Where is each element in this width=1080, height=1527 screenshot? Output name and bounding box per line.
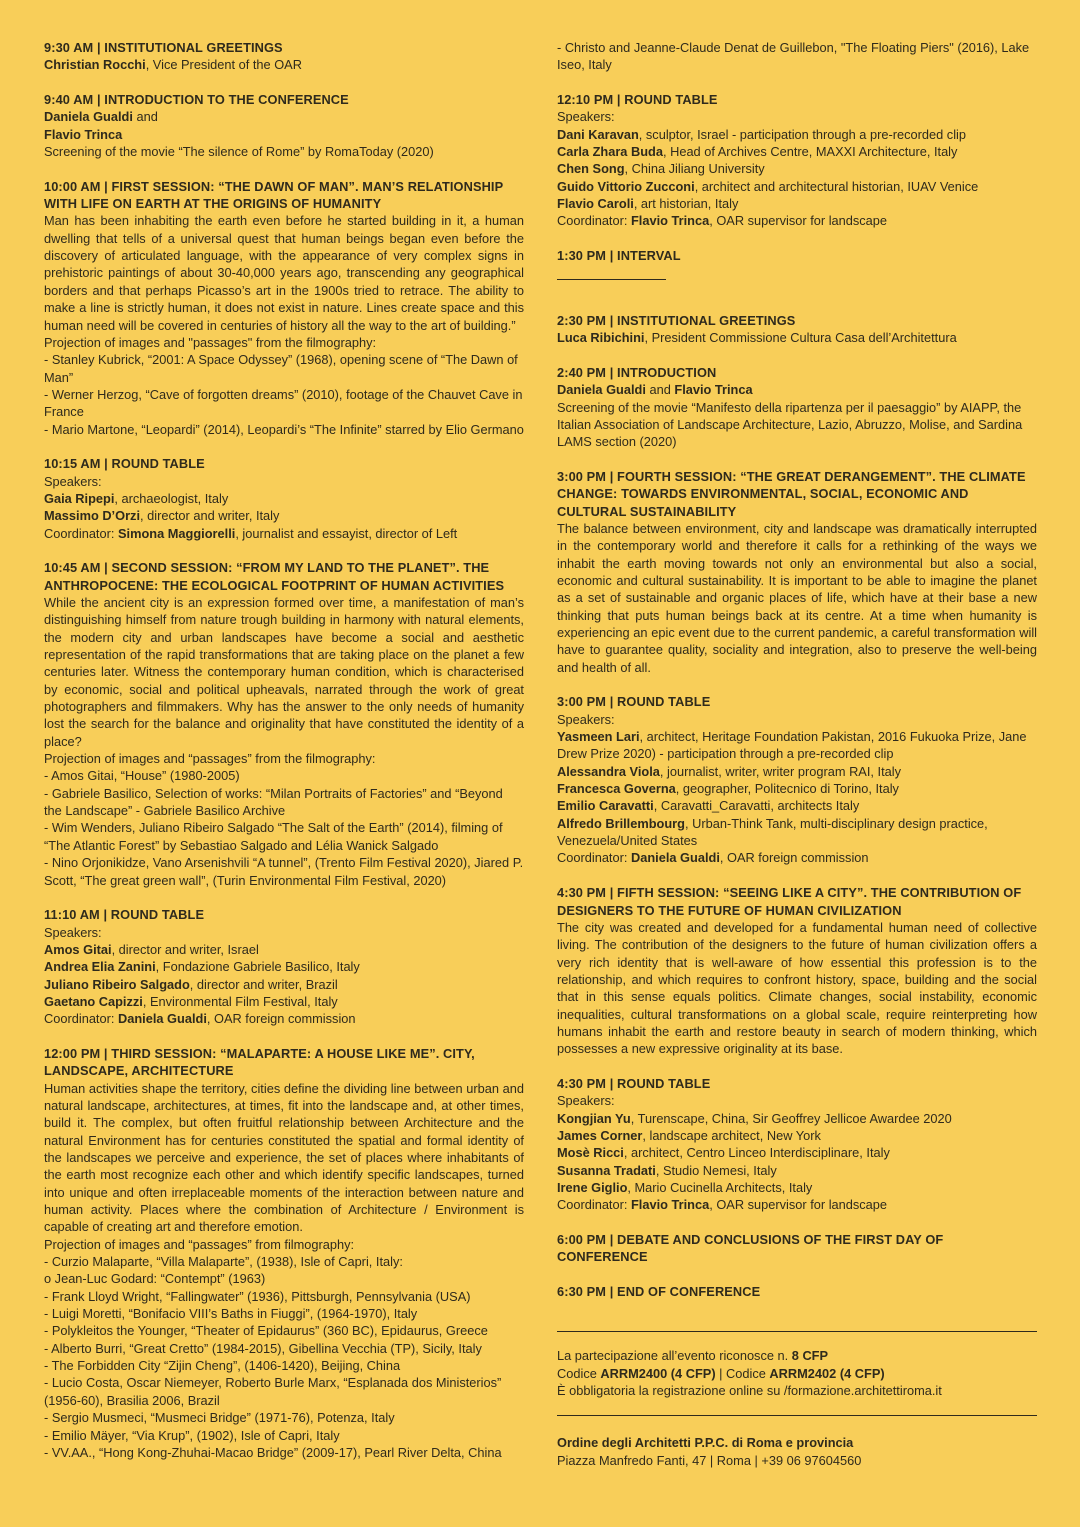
program-line (557, 780, 1037, 797)
line-text: , Head of Archives Centre, MAXXI Architecture, Italy (662, 144, 958, 160)
coordinator-name: Flavio Trinca (630, 213, 710, 229)
line-text: , Fondazione Gabriele Basilico, Italy (155, 959, 360, 975)
line-text: o Jean-Luc Godard: “Contempt” (1963) (44, 1271, 266, 1287)
speaker-name: Luca Ribichini (557, 330, 645, 346)
program-line (44, 854, 524, 889)
session-heading: 4:30 PM | FIFTH SESSION: “SEEING LIKE A CITY”. THE CONTRIBUTION OF DESIGNERS TO THE FUTURE OF HUMAN CIVILIZATION (557, 885, 1022, 918)
program-line (557, 195, 1037, 212)
line-text: , Caravatti_Caravatti, architects Italy (653, 798, 860, 814)
program-line (557, 108, 1037, 125)
session-heading: 2:40 PM | INTRODUCTION (557, 364, 717, 380)
speaker-name: Irene Giglio (557, 1180, 628, 1195)
organizer-name: Ordine degli Architetti P.P.C. di Roma e provincia (557, 1435, 854, 1451)
coordinator-name: Flavio Trinca (674, 382, 753, 398)
session-heading: 11:10 AM | ROUND TABLE (44, 907, 205, 923)
session-heading: 10:15 AM | ROUND TABLE (44, 456, 205, 472)
line-text: , OAR foreign commission (719, 850, 869, 866)
program-line (44, 56, 524, 73)
program-line (44, 1427, 524, 1444)
program-line (44, 993, 524, 1010)
program-line (44, 819, 524, 854)
line-text: , journalist and essayist, director of Left (235, 525, 458, 541)
program-block (557, 468, 1037, 676)
speaker-name: Mosè Ricci (557, 1145, 624, 1161)
program-line (44, 976, 524, 993)
session-heading: 1:30 PM | INTERVAL (557, 248, 681, 264)
cfp-text: La partecipazione all’evento riconosce n. (557, 1348, 792, 1364)
program-line (44, 525, 524, 542)
filmography-item: - Christo and Jeanne-Claude Denat de Guillebon, "The Floating Piers" (2016), Lake Iseo, Italy (557, 40, 1030, 73)
program-line (44, 108, 524, 125)
line-text: - Emilio Mäyer, “Via Krup”, (1902), Isle of Capri, Italy (44, 1427, 340, 1443)
program-block (557, 693, 1037, 866)
program-block (557, 1283, 1037, 1300)
program-line (44, 126, 524, 143)
session-heading: 9:40 AM | INTRODUCTION TO THE CONFERENCE (44, 92, 349, 108)
session-description: The city was created and developed for a fundamental human need of collective living. The contribution of the designers to the future of human civilization offers a very rich identity that is well-aware of how essential this profession is to the relationship, and which requires to confront history, space, building and the social that in this sense equals politics. Climate changes, social instability, economic inequalities, cultural transformations on a global scale, require reinterpreting how humans inhabit the earth and restore beauty in search of modern thinking, which possesses a new expressive originality at its base. (557, 919, 1037, 1057)
registration-note: È obbligatoria la registrazione online su /formazione.architettiroma.it (557, 1383, 942, 1399)
program-line (557, 797, 1037, 814)
line-text: Projection of images and “passages” from the filmography: (44, 751, 376, 767)
line-text: - Alberto Burri, “Great Cretto” (1984-2015), Gibellina Vecchia (TP), Sicily, Italy (44, 1340, 482, 1356)
line-text: Coordinator: (44, 525, 118, 541)
program-block (557, 364, 1037, 451)
session-description: Human activities shape the territory, cities define the dividing line between urban and natural landscape, architectures, at times, fit into the landscape and, at other times, build it. The complex, but often fruitful relationship between Architecture and the natural Environment has for centuries constituted the spatial and formal identity of the landscapes we perceive and experience, the set of places where inhabitants of the earth most recognize each other and which identify specific landscapes, turned into unique and often irreplaceable moments of the interaction between nature and human activity. Places where the combination of Architecture / Environment is capable of creating art and therefore emotion. (44, 1080, 524, 1235)
session-description: While the ancient city is an expression formed over time, a manifestation of man’s distinguishing himself from nature trough building in harmony with natural elements, the modern city and urban landscapes have become a social and aesthetic representation of the rapid transformations that are taking place on the planet a few centuries later. Witness the contemporary human condition, which is characterised by economic, social and political upheavals, narrated through the work of great photographers and filmmakers. Why has the answer to the only needs of humanity lost the search for the balance and originality that have constituted the identity of a place? (44, 595, 524, 749)
session-heading: 9:30 AM | INSTITUTIONAL GREETINGS (44, 40, 283, 55)
session-heading: 2:30 PM | INSTITUTIONAL GREETINGS (557, 312, 796, 328)
coordinator-name: Daniela Gualdi (117, 1011, 207, 1027)
line-text: , Turenscape, China, Sir Geoffrey Jellicoe Awardee 2020 (630, 1110, 952, 1126)
line-text: , President Commissione Cultura Casa dell’Architettura (644, 330, 957, 346)
line-text: Projection of images and "passages" from the filmography: (44, 334, 377, 350)
organizer (557, 1434, 1037, 1469)
coordinator-name: Daniela Gualdi (630, 850, 720, 866)
program-line (44, 958, 524, 975)
line-text: - Curzio Malaparte, “Villa Malaparte”, (1938), Isle of Capri, Italy: (44, 1254, 403, 1270)
code-1: ARRM2400 (4 CFP) (600, 1365, 716, 1381)
session-heading: 3:00 PM | ROUND TABLE (557, 694, 711, 710)
left-column (44, 39, 524, 1479)
program-line (557, 728, 1037, 763)
line-text: Screening of the movie “Manifesto della ripartenza per il paesaggio” by AIAPP, the Italian Association of Landscape Architecture, Lazio, Abruzzo, Molise, and Sardina LAMS section (2020) (557, 399, 1023, 450)
line-text: and (645, 382, 675, 398)
speaker-name: Amos Gitai (44, 941, 112, 957)
program-line (557, 1196, 1037, 1213)
program-block (44, 559, 524, 889)
line-text: - Luigi Moretti, “Bonifacio VIII’s Baths in Fiuggi”, (1964-1970), Italy (44, 1306, 418, 1322)
right-top-list (557, 39, 1037, 74)
interval-divider (557, 279, 666, 280)
line-text: , director and writer, Brazil (189, 976, 338, 992)
line-text: Screening of the movie “The silence of Rome” by RomaToday (2020) (44, 144, 434, 160)
program-line (44, 1305, 524, 1322)
footer-divider-bottom (557, 1415, 1037, 1416)
line-text: and (132, 109, 158, 125)
program-line (557, 1092, 1037, 1109)
footer-credits (557, 1347, 1037, 1399)
program-line (44, 507, 524, 524)
program-block (44, 1045, 524, 1461)
speaker-name: Dani Karavan (557, 126, 639, 142)
line-text: Coordinator: (557, 213, 631, 229)
program-line (557, 178, 1037, 195)
speaker-name: James Corner (557, 1127, 643, 1143)
line-text: Speakers: (44, 473, 102, 489)
line-text: - Nino Orjonikidze, Vano Arsenishvili “A tunnel”, (Trento Film Festival 2020), Jiared P. Scott, “The great green wall”, (Turin Environmental Film Festival, 2020) (44, 855, 524, 888)
session-heading: 6:00 PM | DEBATE AND CONCLUSIONS OF THE FIRST DAY OF CONFERENCE (557, 1232, 944, 1265)
program-line (44, 1236, 524, 1253)
line-text: , geographer, Politecnico di Torino, Italy (675, 781, 899, 797)
line-text: Speakers: (44, 924, 102, 940)
line-text: , OAR supervisor for landscape (709, 1197, 888, 1213)
program-line (44, 1288, 524, 1305)
program-block (557, 312, 1037, 347)
program-block (44, 178, 524, 438)
code-2: ARRM2402 (4 CFP) (769, 1365, 885, 1381)
coordinator-name: Flavio Trinca (630, 1197, 710, 1213)
speaker-name: Kongjian Yu (557, 1110, 631, 1126)
program-line (44, 334, 524, 351)
footer-divider-top (557, 1331, 1037, 1332)
line-text: , Environmental Film Festival, Italy (142, 993, 338, 1009)
speaker-name: Guido Vittorio Zucconi (557, 178, 695, 194)
program-line (557, 381, 1037, 398)
line-text: - Mario Martone, “Leopardi” (2014), Leopardi’s “The Infinite” starred by Elio Germano (44, 421, 524, 437)
line-text: , director and writer, Italy (140, 508, 280, 524)
session-description: The balance between environment, city and landscape was dramatically interrupted in the contemporary world and therefore it calls for a rethinking of the ways we inhabit the earth moving towards not only an environmental but also a social, economic and cultural sustainability. It is important to be able to imagine the planet as a set of sustainable and organic places of life, which have at their base a new thinking that puts human beings back at its centre. At a time when humanity is experiencing an epic event due to the current pandemic, a careful transformation will have to guarantee quality, sociality and integration, also to preserve the well-being and health of all. (557, 520, 1037, 675)
speaker-name: Andrea Elia Zanini (44, 959, 156, 975)
program-line (557, 1127, 1037, 1144)
program-line (557, 815, 1037, 850)
line-text: Coordinator: (557, 1197, 631, 1213)
line-text: Projection of images and “passages” from filmography: (44, 1236, 355, 1252)
line-text: , sculptor, Israel - participation through a pre-recorded clip (638, 126, 966, 142)
session-heading: 12:00 PM | THIRD SESSION: “MALAPARTE: A HOUSE LIKE ME”. CITY, LANDSCAPE, ARCHITECTURE (44, 1045, 475, 1079)
line-text: Coordinator: (557, 850, 631, 866)
program-line (44, 421, 524, 438)
program-line (44, 750, 524, 767)
program-block (557, 1075, 1037, 1214)
line-text: , architect, Heritage Foundation Pakistan, 2016 Fukuoka Prize, Jane Drew Prize 2020) - participation through a pre-recorded clip (557, 729, 1027, 762)
program-line (44, 1374, 524, 1409)
line-text: Speakers: (557, 711, 615, 727)
line-text: - VV.AA., “Hong Kong-Zhuhai-Macao Bridge” (2009-17), Pearl River Delta, China (44, 1444, 502, 1460)
program-line (44, 1270, 524, 1287)
speaker-name: Francesca Governa (557, 781, 676, 797)
speaker-name: Christian Rocchi (44, 57, 146, 73)
session-heading: 10:45 AM | SECOND SESSION: “FROM MY LAND TO THE PLANET”. THE ANTHROPOCENE: THE ECOLOGICAL FOOTPRINT OF HUMAN ACTIVITIES (44, 560, 505, 593)
program-block (44, 91, 524, 160)
program-line (44, 1409, 524, 1426)
speaker-name: Juliano Ribeiro Salgado (44, 976, 190, 992)
program-line (557, 329, 1037, 346)
speaker-name: Gaetano Capizzi (44, 993, 143, 1009)
speaker-name: Yasmeen Lari (557, 729, 640, 745)
program-line (557, 1110, 1037, 1127)
line-text: - Gabriele Basilico, Selection of works: “Milan Portraits of Factories” and “Beyond the Landscape” - Gabriele Basilico Archive (44, 785, 503, 819)
speaker-name: Daniela Gualdi (44, 109, 133, 125)
program-line (44, 473, 524, 490)
line-text: Coordinator: (44, 1011, 118, 1027)
line-text: - Wim Wenders, Juliano Ribeiro Salgado “The Salt of the Earth” (2014), filming of “The Atlantic Forest” by Sebastiao Salgado and Lélia Wanick Salgado (44, 820, 503, 853)
line-text: - Lucio Costa, Oscar Niemeyer, Roberto Burle Marx, “Esplanada dos Ministerios” (1956-60), Brasilia 2006, Brazil (44, 1375, 502, 1408)
line-text: - Amos Gitai, “House” (1980-2005) (44, 768, 240, 784)
program-line (44, 1010, 524, 1027)
program-line (44, 924, 524, 941)
program-line (44, 351, 524, 386)
session-heading: 10:00 AM | FIRST SESSION: “THE DAWN OF MAN”. MAN’S RELATIONSHIP WITH LIFE ON EARTH AT THE ORIGINS OF HUMANITY (44, 178, 503, 212)
speaker-name: Alfredo Brillembourg (557, 815, 685, 831)
line-text: , Vice President of the OAR (145, 57, 302, 73)
program-line (557, 126, 1037, 143)
program-line (44, 1357, 524, 1374)
program-line (44, 941, 524, 958)
program-line (557, 763, 1037, 780)
program-block (557, 1231, 1037, 1266)
program-block (557, 91, 1037, 230)
program-block (44, 906, 524, 1027)
session-heading: 4:30 PM | ROUND TABLE (557, 1075, 711, 1091)
program-line (44, 1444, 524, 1461)
line-text: , Urban-Think Tank, multi-disciplinary design practice, Venezuela/United States (557, 815, 988, 849)
program-line (557, 1144, 1037, 1161)
organizer-address: Piazza Manfredo Fanti, 47 | Roma | +39 06 97604560 (557, 1452, 862, 1468)
program-line (557, 1179, 1037, 1196)
speaker-name: Gaia Ripepi (44, 490, 115, 506)
program-line (557, 143, 1037, 160)
line-text: , Studio Nemesi, Italy (655, 1162, 777, 1178)
speaker-name: Flavio Caroli (557, 196, 634, 212)
line-text: - Polykleitos the Younger, “Theater of Epidaurus” (360 BC), Epidaurus, Greece (44, 1323, 488, 1339)
speaker-name: Massimo D’Orzi (44, 508, 141, 524)
program-line (44, 767, 524, 784)
right-column (557, 39, 1037, 1469)
speaker-name: Flavio Trinca (44, 126, 123, 142)
program-line (44, 490, 524, 507)
coordinator-name: Simona Maggiorelli (117, 525, 236, 541)
program-line (44, 1253, 524, 1270)
line-text: , director and writer, Israel (111, 941, 259, 957)
line-text: - Frank Lloyd Wright, “Fallingwater” (1936), Pittsburgh, Pennsylvania (USA) (44, 1288, 471, 1304)
line-text: , China Jiliang University (624, 161, 765, 177)
program-block (557, 884, 1037, 1057)
line-text: , OAR supervisor for landscape (709, 213, 888, 229)
speaker-name: Alessandra Viola (557, 763, 660, 779)
line-text: - Sergio Musmeci, “Musmeci Bridge” (1971-76), Potenza, Italy (44, 1410, 395, 1426)
program-line (44, 143, 524, 160)
line-text: , Mario Cucinella Architects, Italy (627, 1180, 813, 1195)
codes-label: Codice (557, 1365, 601, 1381)
speaker-name: Emilio Caravatti (557, 798, 654, 814)
session-heading: 6:30 PM | END OF CONFERENCE (557, 1284, 761, 1300)
speaker-name: Carla Zhara Buda (557, 144, 663, 160)
session-heading: 12:10 PM | ROUND TABLE (557, 92, 718, 108)
program-line (44, 1322, 524, 1339)
program-line (557, 711, 1037, 728)
speaker-name: Susanna Tradati (557, 1162, 656, 1178)
codes-separator: | Codice (715, 1365, 770, 1381)
line-text: , architect, Centro Linceo Interdisciplinare, Italy (623, 1145, 890, 1161)
program-line (557, 849, 1037, 866)
program-block (44, 455, 524, 542)
line-text: - Stanley Kubrick, “2001: A Space Odyssey” (1968), opening scene of “The Dawn of Man” (44, 352, 518, 385)
line-text: , landscape architect, New York (642, 1127, 821, 1143)
line-text: Speakers: (557, 1093, 615, 1109)
program-line (557, 212, 1037, 229)
program-line (557, 399, 1037, 451)
program-line (44, 1340, 524, 1357)
cfp-count: 8 CFP (791, 1348, 829, 1364)
program-block (557, 247, 1037, 264)
program-line (557, 1162, 1037, 1179)
line-text: , journalist, writer, writer program RAI, Italy (659, 763, 901, 779)
speaker-name: Chen Song (557, 161, 625, 177)
program-block (44, 39, 524, 74)
line-text: , architect and architectural historian, IUAV Venice (694, 178, 979, 194)
session-heading: 3:00 PM | FOURTH SESSION: “THE GREAT DERANGEMENT”. THE CLIMATE CHANGE: TOWARDS ENVIRONMENTAL, SOCIAL, ECONOMIC AND CULTURAL SUSTAINABILITY (557, 468, 1026, 519)
session-description: Man has been inhabiting the earth even before he started building in it, a human dwelling that tells of a universal quest that human beings began even before the discovery of articulated language, with the appearance of very complex signs in prehistoric paintings of about 30-40,000 years ago, transcending any geographical borders and that perhaps Picasso’s art in the 1900s tried to retrace. The ability to make a line is strictly human, it does not exist in nature. Lines create space and this human need will be covered in centuries of history all the way to the art of building.” (44, 213, 524, 333)
line-text: Speakers: (557, 109, 615, 125)
line-text: - Werner Herzog, “Cave of forgotten dreams” (2010), footage of the Chauvet Cave in France (44, 386, 523, 420)
line-text: - The Forbidden City “Zijin Cheng”, (1406-1420), Beijing, China (44, 1358, 401, 1374)
program-line (44, 386, 524, 421)
line-text: , archaeologist, Italy (114, 490, 229, 506)
speaker-name: Daniela Gualdi (557, 382, 646, 398)
line-text: , art historian, Italy (633, 196, 739, 212)
program-line (557, 160, 1037, 177)
line-text: , OAR foreign commission (206, 1011, 356, 1027)
program-line (44, 785, 524, 820)
